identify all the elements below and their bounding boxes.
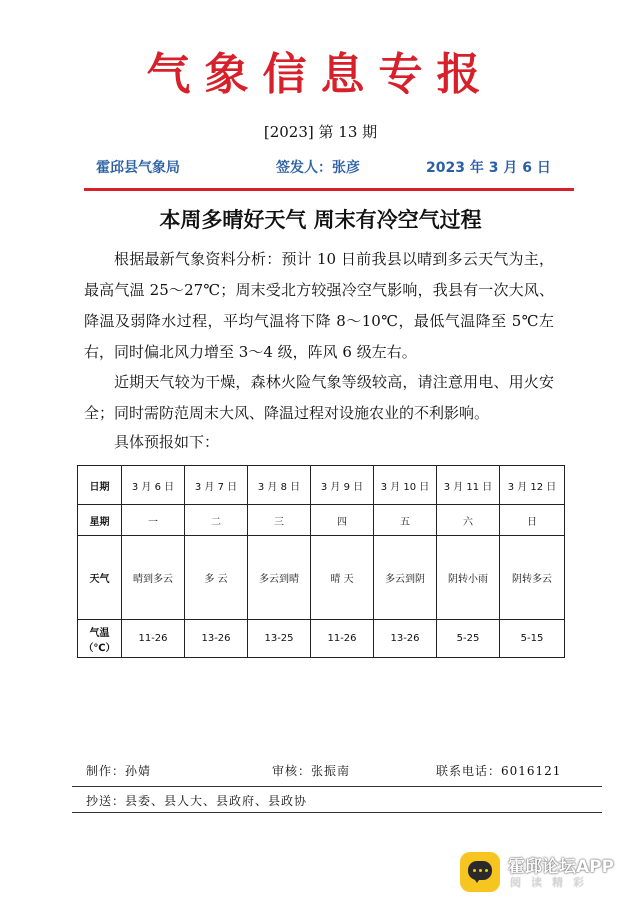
- cell-temperature: 13-26: [185, 620, 248, 658]
- cell-temperature: 13-26: [374, 620, 437, 658]
- cell-weekday: 日: [500, 505, 565, 536]
- document-title: 气象信息专报: [146, 49, 495, 100]
- cell-weekday: 一: [122, 505, 185, 536]
- watermark-app-name: 霍邱论坛APP: [508, 857, 615, 877]
- cell-temperature: 5-15: [500, 620, 565, 658]
- row-temperature: [78, 620, 565, 658]
- cell-temperature: 11-26: [122, 620, 185, 658]
- cell-weather: 阴转小雨: [437, 536, 500, 620]
- cell-weekday: 二: [185, 505, 248, 536]
- cell-date: 3 月 9 日: [311, 466, 374, 505]
- signer: 签发人：张彦: [276, 160, 360, 176]
- contact-phone: 联系电话：6016121: [436, 764, 562, 778]
- paragraph-fire-risk: 近期天气较为干燥，森林火险气象等级较高，请注意用电、用火安全；同时需防范周末大风、降温过程对设施农业的不利影响。: [84, 373, 554, 422]
- cell-weather: 晴到多云: [122, 536, 185, 620]
- cell-date: 3 月 12 日: [500, 466, 565, 505]
- cell-date: 3 月 11 日: [437, 466, 500, 505]
- issue-number: [2023] 第 13 期: [263, 123, 378, 141]
- cell-weather: 多 云: [185, 536, 248, 620]
- row-label-temperature: 气温（℃）: [78, 620, 122, 658]
- cell-temperature: 13-25: [248, 620, 311, 658]
- app-logo-icon: [460, 852, 500, 892]
- issue-date: 2023 年 3 月 6 日: [426, 160, 551, 176]
- cell-weather: 阴转多云: [500, 536, 565, 620]
- cell-weather: 晴 天: [311, 536, 374, 620]
- watermark-slogan: 阅读精彩: [510, 876, 594, 889]
- cell-date: 3 月 8 日: [248, 466, 311, 505]
- cell-date: 3 月 7 日: [185, 466, 248, 505]
- cell-temperature: 5-25: [437, 620, 500, 658]
- cell-weather: 多云到晴: [248, 536, 311, 620]
- cell-weekday: 五: [374, 505, 437, 536]
- paragraph-forecast-intro: 具体预报如下：: [114, 433, 220, 451]
- row-weather: [78, 536, 565, 620]
- row-label-weather: 天气: [78, 536, 122, 620]
- cell-weekday: 三: [248, 505, 311, 536]
- cell-date: 3 月 6 日: [122, 466, 185, 505]
- article-headline: 本周多晴好天气 周末有冷空气过程: [159, 208, 482, 232]
- cell-date: 3 月 10 日: [374, 466, 437, 505]
- row-date: [78, 466, 565, 505]
- row-label-weekday: 星期: [78, 505, 122, 536]
- cell-temperature: 11-26: [311, 620, 374, 658]
- header-divider: [84, 188, 574, 191]
- reviewer: 审核：张振南: [272, 764, 351, 778]
- footer-divider-top: [72, 786, 602, 787]
- cell-weather: 多云到阴: [374, 536, 437, 620]
- cell-weekday: 四: [311, 505, 374, 536]
- cc-list: 抄送：县委、县人大、县政府、县政协: [86, 794, 308, 808]
- maker: 制作：孙婧: [86, 764, 152, 778]
- row-label-date: 日期: [78, 466, 122, 505]
- cell-weekday: 六: [437, 505, 500, 536]
- row-weekday: [78, 505, 565, 536]
- forecast-table: [77, 465, 565, 658]
- footer-divider-bottom: [72, 812, 602, 813]
- issuing-agency: 霍邱县气象局: [96, 160, 180, 176]
- paragraph-summary: 根据最新气象资料分析：预计 10 日前我县以晴到多云天气为主，最高气温 25～27℃；周末受北方较强冷空气影响，我县有一次大风、降温及弱降水过程，平均气温将下降 8～10℃，最低气温降至 5℃左右，同时偏北风力增至 3～4 级，阵风 6 级左右。: [84, 250, 554, 361]
